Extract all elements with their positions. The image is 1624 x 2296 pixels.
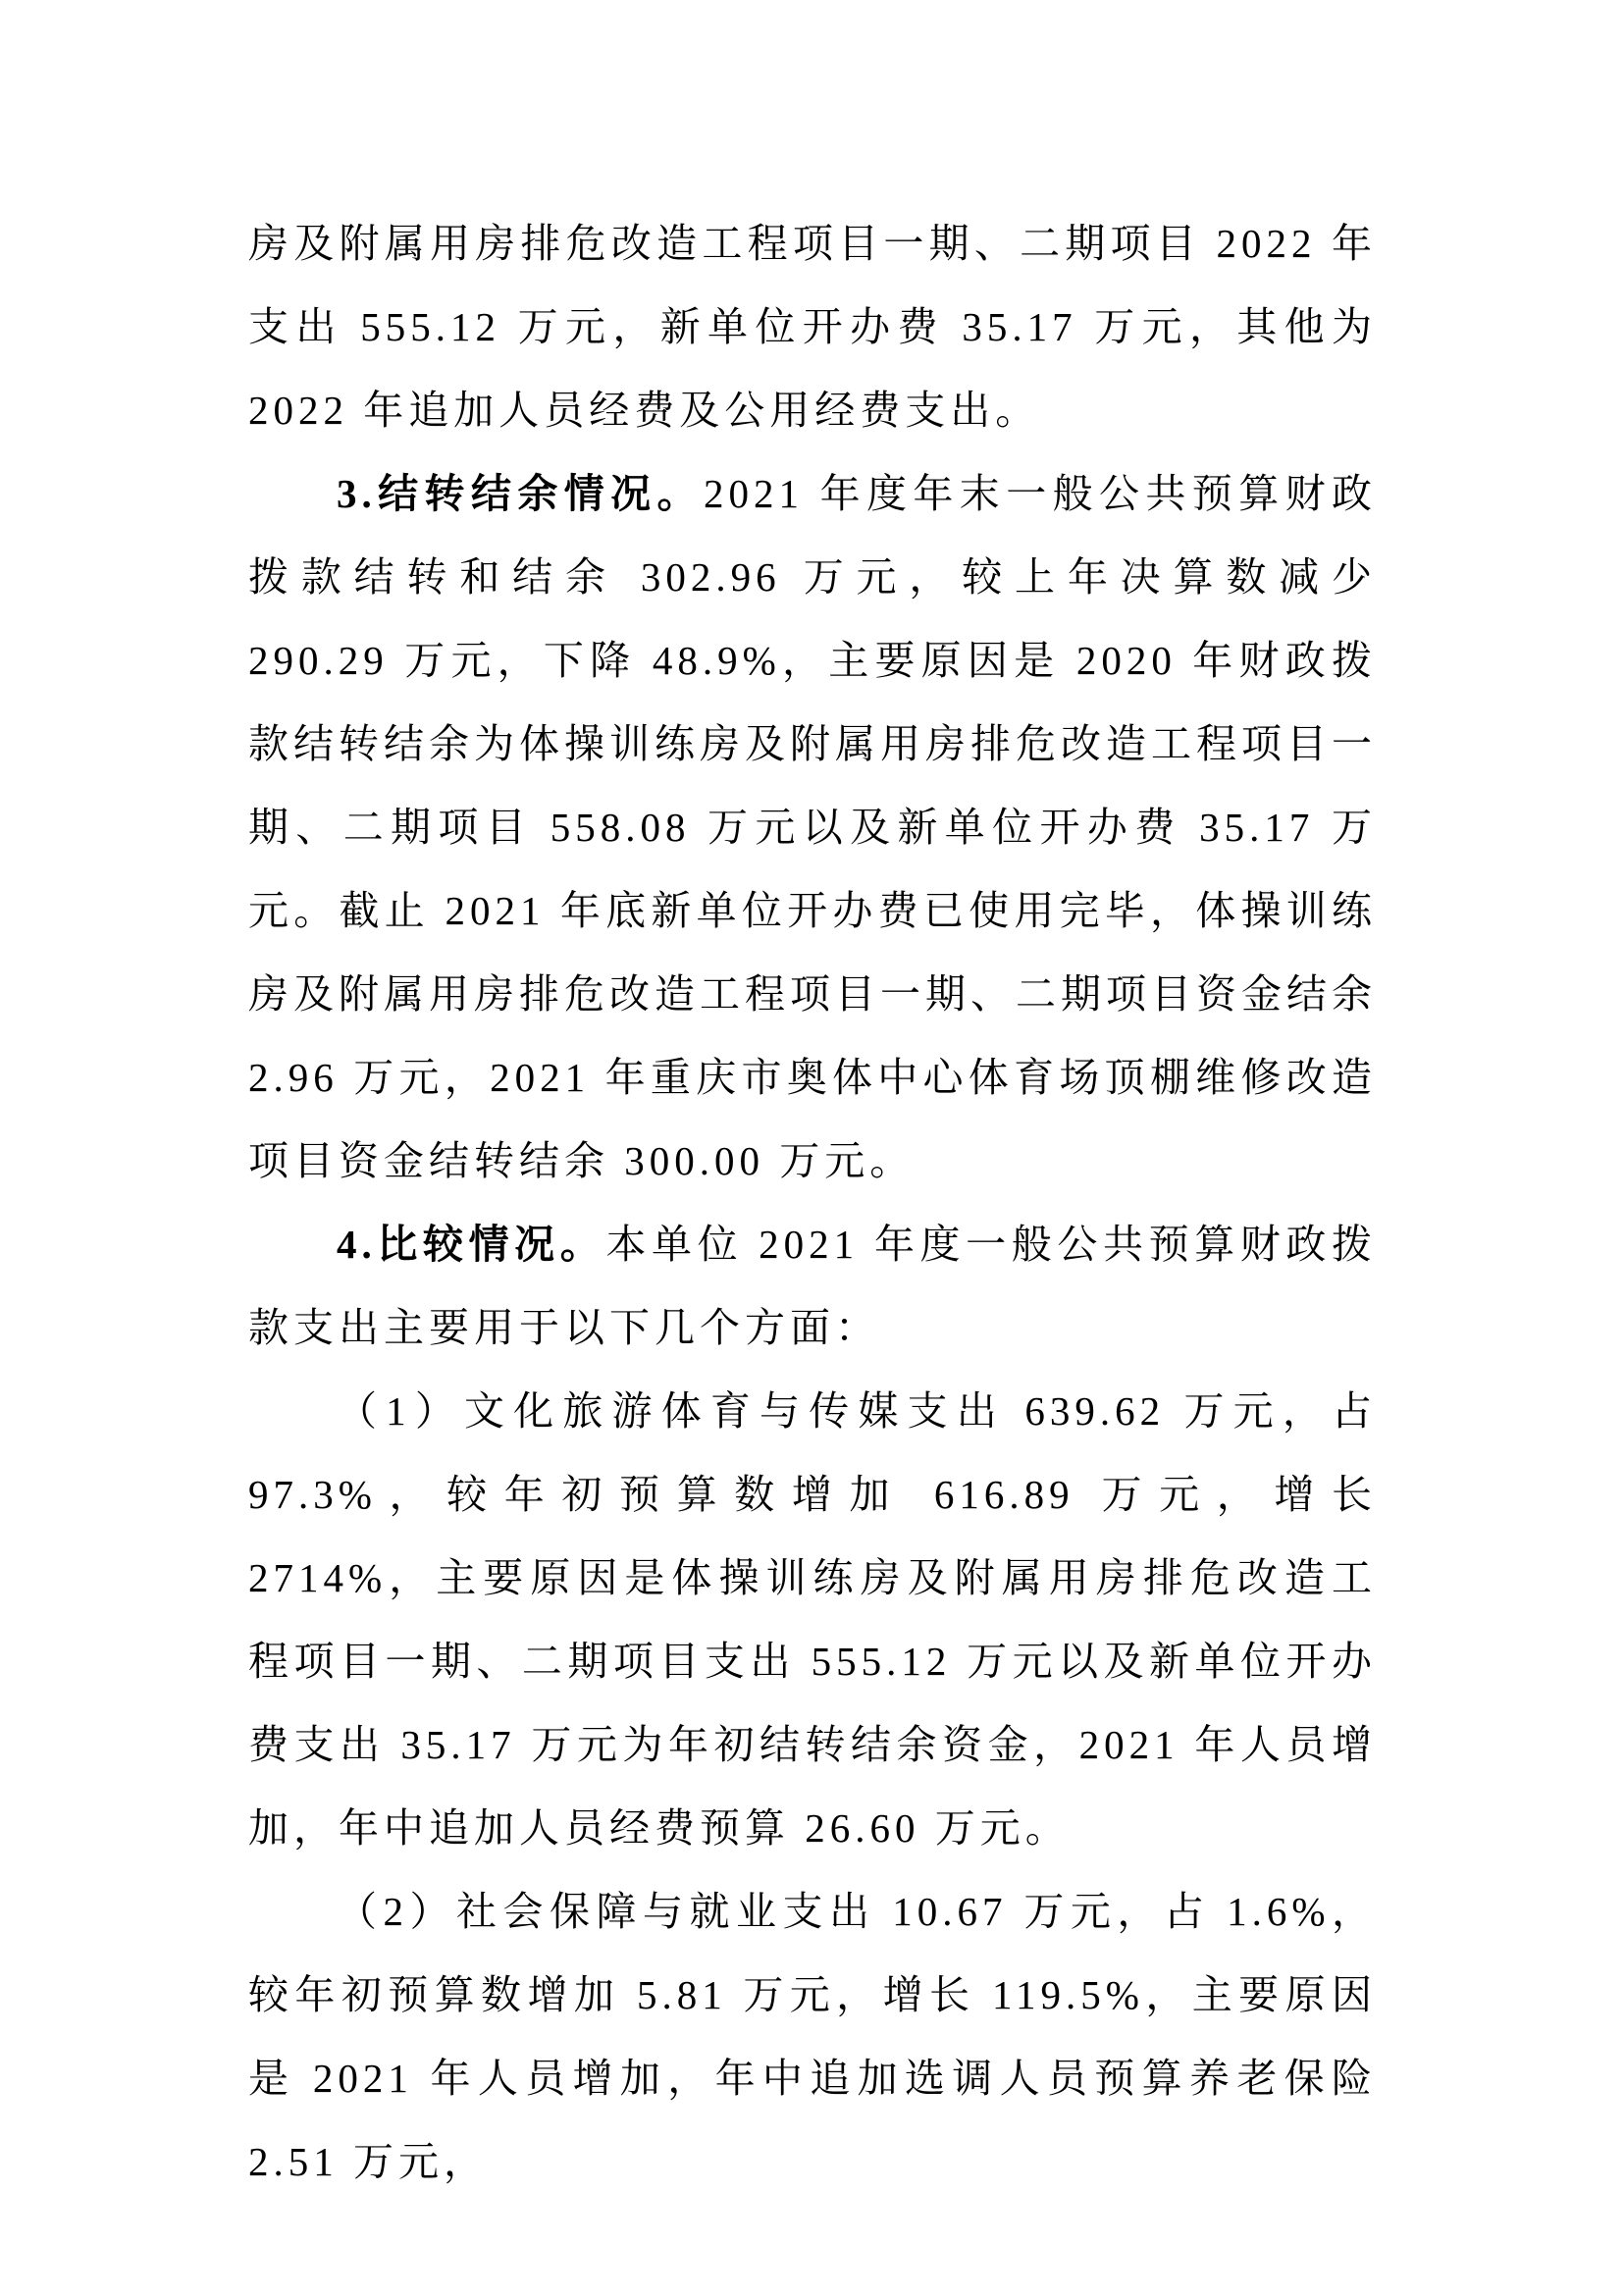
paragraph <box>248 1870 1377 2204</box>
document-text-block <box>248 202 1377 2204</box>
text-run: （2）社会保障与就业支出 10.67 万元，占 1.6%，较年初预算数增加 5.81 万元，增长 119.5%，主要原因是 2021 年人员增加，年中追加选调人员预算养老保险 2.51 万元， <box>248 1889 1377 2184</box>
paragraph <box>248 452 1377 1203</box>
text-run: 2021 年度年末一般公共预算财政拨款结转和结余 302.96 万元，较上年决算数减少 290.29 万元，下降 48.9%，主要原因是 2020 年财政拨款结转结余为体操训练房及附属用房排危改造工程项目一期、二期项目 558.08 万元以及新单位开办费 35.17 万元。截止 2021 年底新单位开办费已使用完毕，体操训练房及附属用房排危改造工程项目一期、二期项目资金结余 2.96 万元，2021 年重庆市奥体中心体育场顶棚维修改造项目资金结转结余 300.00 万元。 <box>248 471 1378 1183</box>
text-run: 房及附属用房排危改造工程项目一期、二期项目 2022 年支出 555.12 万元，新单位开办费 35.17 万元，其他为 2022 年追加人员经费及公用经费支出。 <box>248 221 1377 433</box>
paragraph <box>248 202 1377 452</box>
paragraph <box>248 1370 1377 1870</box>
text-run: （1）文化旅游体育与传媒支出 639.62 万元，占 97.3%，较年初预算数增加 616.89 万元，增长 2714%，主要原因是体操训练房及附属用房排危改造工程项目一期、二期项目支出 555.12 万元以及新单位开办费支出 35.17 万元为年初结转结余资金，2021 年人员增加，年中追加人员经费预算 26.60 万元。 <box>248 1388 1377 1851</box>
heading-run: 4.比较情况。 <box>337 1222 606 1267</box>
text-run: 本单位 2021 年度一般公共预算财政拨款支出主要用于以下几个方面： <box>248 1222 1378 1350</box>
paragraph <box>248 1203 1377 1370</box>
heading-run: 3.结转结余情况。 <box>337 471 704 516</box>
